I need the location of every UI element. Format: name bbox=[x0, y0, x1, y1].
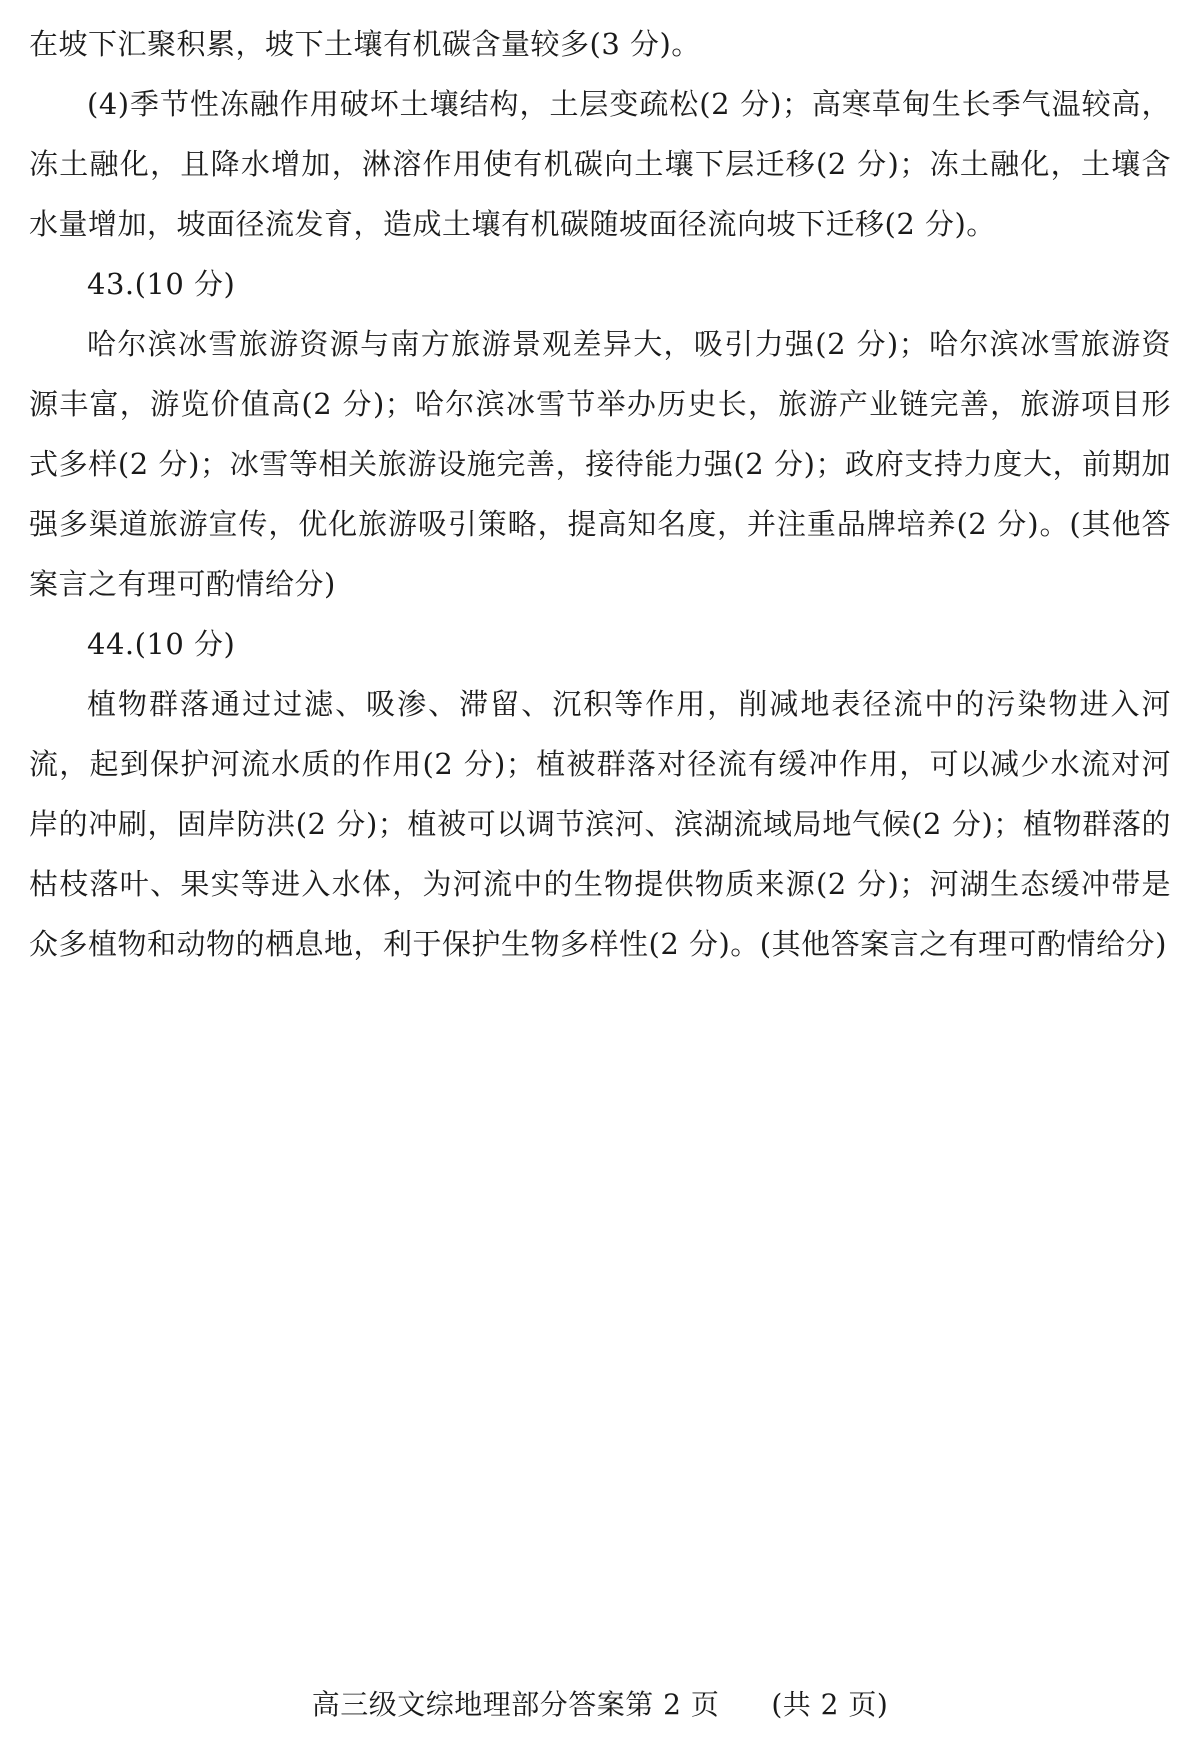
page-footer bbox=[0, 1683, 1200, 1723]
footer-page-total: (共 2 页) bbox=[771, 1688, 889, 1721]
answer-content bbox=[29, 14, 1171, 974]
continuation-text: 在坡下汇聚积累，坡下土壤有机碳含量较多(3 分)。 bbox=[29, 27, 701, 61]
q43-heading: 43.(10 分) bbox=[87, 267, 236, 301]
q44-heading: 44.(10 分) bbox=[87, 627, 236, 661]
footer-title: 高三级文综地理部分答案第 2 页 bbox=[311, 1688, 720, 1721]
q4-answer: (4)季节性冻融作用破坏土壤结构，土层变疏松(2 分)；高寒草甸生长季气温较高，冻土融化，且降水增加，淋溶作用使有机碳向土壤下层迁移(2 分)；冻土融化，土壤含水量增加，坡面径流发育，造成土壤有机碳随坡面径流向坡下迁移(2 分)。 bbox=[29, 87, 1171, 241]
q44-answer: 植物群落通过过滤、吸渗、滞留、沉积等作用，削减地表径流中的污染物进入河流，起到保护河流水质的作用(2 分)；植被群落对径流有缓冲作用，可以减少水流对河岸的冲刷，固岸防洪(2 分)；植被可以调节滨河、滨湖流域局地气候(2 分)；植物群落的枯枝落叶、果实等进入水体，为河流中的生物提供物质来源(2 分)；河湖生态缓冲带是众多植物和动物的栖息地，利于保护生物多样性(2 分)。(其他答案言之有理可酌情给分) bbox=[29, 687, 1171, 961]
q43-answer: 哈尔滨冰雪旅游资源与南方旅游景观差异大，吸引力强(2 分)；哈尔滨冰雪旅游资源丰富，游览价值高(2 分)；哈尔滨冰雪节举办历史长，旅游产业链完善，旅游项目形式多样(2 分)；冰雪等相关旅游设施完善，接待能力强(2 分)；政府支持力度大，前期加强多渠道旅游宣传，优化旅游吸引策略，提高知名度，并注重品牌培养(2 分)。(其他答案言之有理可酌情给分) bbox=[29, 327, 1171, 601]
